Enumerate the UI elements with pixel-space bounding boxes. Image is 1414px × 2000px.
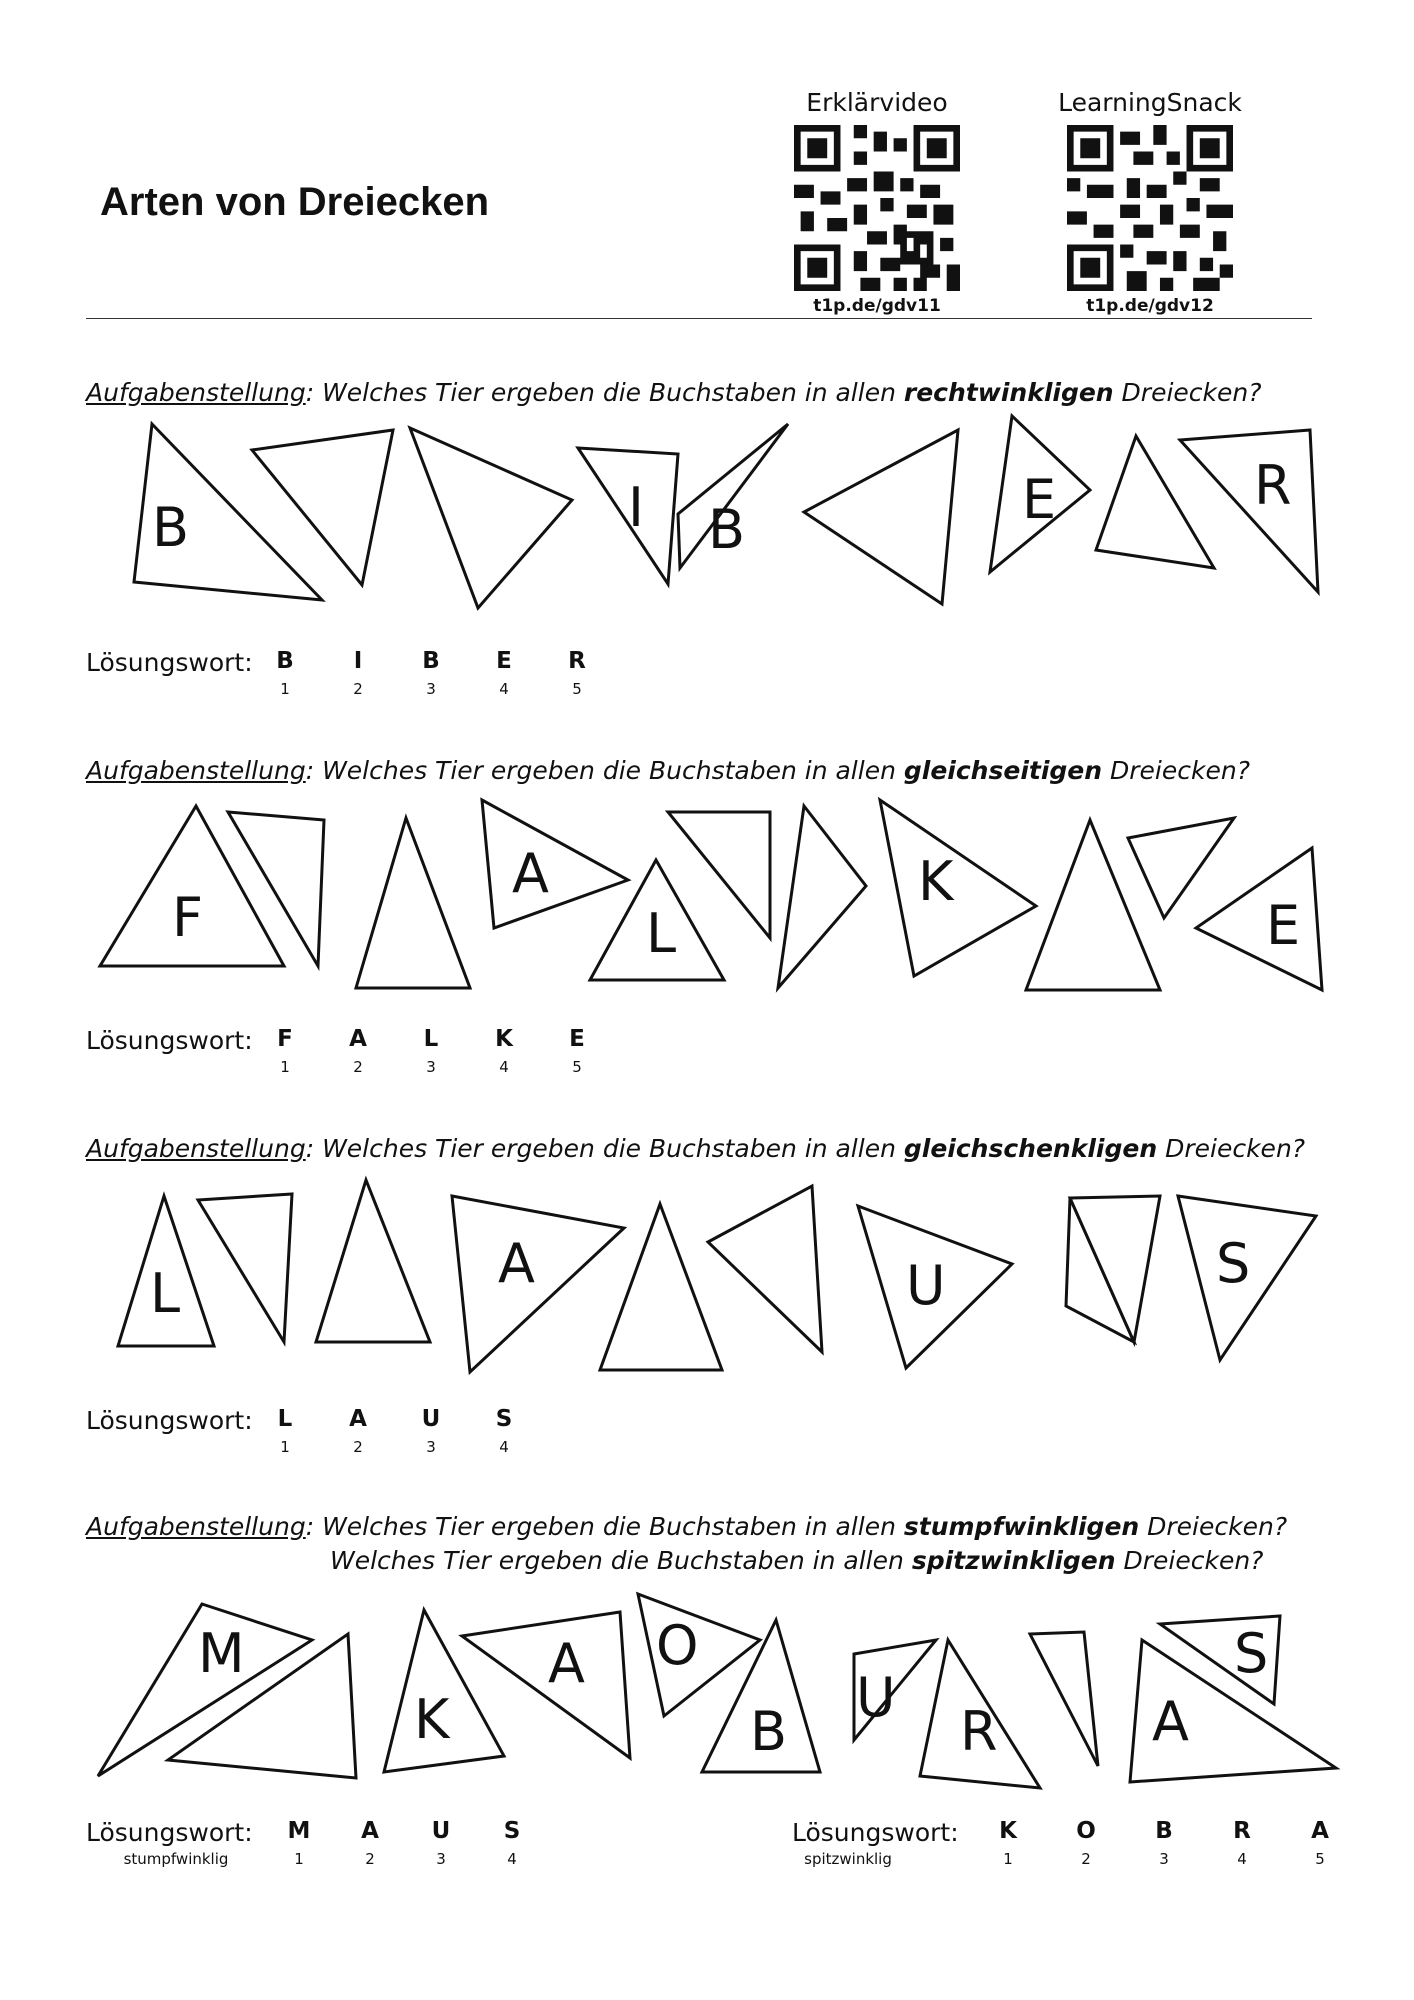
letter-number: 2	[1081, 1850, 1091, 1868]
task-text: : Welches Tier ergeben die Buchstaben in allen	[305, 1512, 904, 1541]
triangle-letter: M	[198, 1622, 245, 1685]
solution-letter: R	[1233, 1818, 1251, 1844]
triangle-letter: B	[708, 498, 746, 561]
task-label: Aufgabenstellung	[86, 1512, 306, 1541]
letter-number: 1	[1003, 1850, 1013, 1868]
letter-number: 2	[353, 1058, 363, 1076]
letter-number: 4	[499, 1058, 509, 1076]
letter-number: 3	[426, 680, 436, 698]
letter-number: 1	[280, 680, 290, 698]
task-text-end: Dreiecken?	[1139, 1512, 1288, 1541]
solution-label: Lösungswort:	[792, 1818, 959, 1847]
task-keyword: rechtwinkligen	[903, 378, 1114, 407]
solution-letter: B	[276, 648, 294, 674]
triangle-letter: A	[498, 1232, 535, 1295]
task-keyword: gleichschenkligen	[903, 1134, 1158, 1163]
solution-letter: F	[277, 1026, 293, 1052]
solution-letter: U	[431, 1818, 451, 1844]
letter-number: 3	[436, 1850, 446, 1868]
qr-caption-snack: LearningSnack	[1058, 88, 1242, 117]
solution-letter: B	[1155, 1818, 1173, 1844]
task-text: Welches Tier ergeben die Buchstaben in allen	[330, 1546, 912, 1575]
task-keyword: gleichseitigen	[903, 756, 1103, 785]
solution-letter: L	[277, 1406, 293, 1432]
letter-number: 3	[426, 1058, 436, 1076]
triangle-letter: F	[172, 886, 204, 949]
solution-letter: E	[496, 648, 512, 674]
solution-letter: U	[421, 1406, 441, 1432]
triangle-letter: O	[656, 1614, 699, 1677]
triangle-letter: R	[1254, 454, 1292, 517]
task-text-end: Dreiecken?	[1102, 756, 1250, 785]
letter-number: 1	[280, 1438, 290, 1456]
triangle	[1030, 1632, 1098, 1766]
triangle-letter: A	[1152, 1690, 1189, 1753]
task-label: Aufgabenstellung	[86, 1134, 306, 1163]
solution-letter: A	[1311, 1818, 1329, 1844]
task-text: : Welches Tier ergeben die Buchstaben in allen	[305, 756, 904, 785]
triangle-letter: I	[628, 476, 644, 539]
solution-letter: S	[495, 1406, 513, 1432]
task-label: Aufgabenstellung	[86, 756, 306, 785]
triangle-letter: K	[918, 850, 954, 913]
letter-number: 4	[1237, 1850, 1247, 1868]
task-keyword: stumpfwinkligen	[903, 1512, 1140, 1541]
solution-label: Lösungswort:	[86, 648, 253, 677]
task-text: : Welches Tier ergeben die Buchstaben in allen	[305, 1134, 904, 1163]
letter-number: 5	[572, 1058, 582, 1076]
solution-sublabel-acute: spitzwinklig	[804, 1850, 892, 1868]
triangle-letter: A	[548, 1632, 585, 1695]
letter-number: 5	[572, 680, 582, 698]
letter-number: 2	[353, 680, 363, 698]
solution-letter: I	[353, 648, 363, 674]
letter-number: 4	[499, 1438, 509, 1456]
triangle-letter: B	[750, 1700, 788, 1763]
letter-number: 5	[1315, 1850, 1325, 1868]
solution-letter: M	[287, 1818, 311, 1844]
qr-url-video[interactable]: t1p.de/gdv11	[813, 296, 941, 316]
solution-letter: S	[503, 1818, 521, 1844]
letter-number: 1	[280, 1058, 290, 1076]
letter-number: 4	[507, 1850, 517, 1868]
triangle-letter: S	[1234, 1622, 1269, 1685]
task-label: Aufgabenstellung	[86, 378, 306, 407]
task-text-end: Dreiecken?	[1157, 1134, 1306, 1163]
letter-number: 2	[365, 1850, 375, 1868]
letter-number: 1	[294, 1850, 304, 1868]
triangle-letter: B	[152, 496, 190, 559]
solution-sublabel-obtuse: stumpfwinklig	[123, 1850, 229, 1868]
solution-letter: K	[999, 1818, 1017, 1844]
triangle-letter: E	[1266, 894, 1301, 957]
triangle-letter: A	[512, 842, 549, 905]
triangle-letter: E	[1022, 468, 1057, 531]
solution-letter: A	[349, 1406, 367, 1432]
page-title: Arten von Dreiecken	[100, 180, 490, 224]
task-text-end: Dreiecken?	[1115, 1546, 1264, 1575]
task-keyword: spitzwinkligen	[911, 1546, 1116, 1575]
qr-url-snack[interactable]: t1p.de/gdv12	[1086, 296, 1214, 316]
solution-letter: A	[349, 1026, 367, 1052]
solution-letter: E	[569, 1026, 585, 1052]
triangle-letter: K	[414, 1688, 450, 1751]
task-text-end: Dreiecken?	[1113, 378, 1262, 407]
solution-label: Lösungswort:	[86, 1818, 253, 1847]
solution-letter: O	[1076, 1818, 1096, 1844]
letter-number: 4	[499, 680, 509, 698]
solution-letter: L	[423, 1026, 439, 1052]
task-text: : Welches Tier ergeben die Buchstaben in allen	[305, 378, 904, 407]
solution-letter: A	[361, 1818, 379, 1844]
triangle-letter: U	[906, 1254, 946, 1317]
triangle-letter: R	[960, 1700, 998, 1763]
triangle-letter: S	[1216, 1232, 1251, 1295]
solution-label: Lösungswort:	[86, 1026, 253, 1055]
letter-number: 3	[1159, 1850, 1169, 1868]
triangle-letter: U	[856, 1666, 896, 1729]
letter-number: 3	[426, 1438, 436, 1456]
qr-caption-video: Erklärvideo	[806, 88, 948, 117]
solution-label: Lösungswort:	[86, 1406, 253, 1435]
triangle-letter: L	[646, 902, 677, 965]
letter-number: 2	[353, 1438, 363, 1456]
solution-letter: B	[422, 648, 440, 674]
solution-letter: K	[495, 1026, 513, 1052]
solution-letter: R	[568, 648, 586, 674]
triangle-letter: L	[150, 1262, 181, 1325]
